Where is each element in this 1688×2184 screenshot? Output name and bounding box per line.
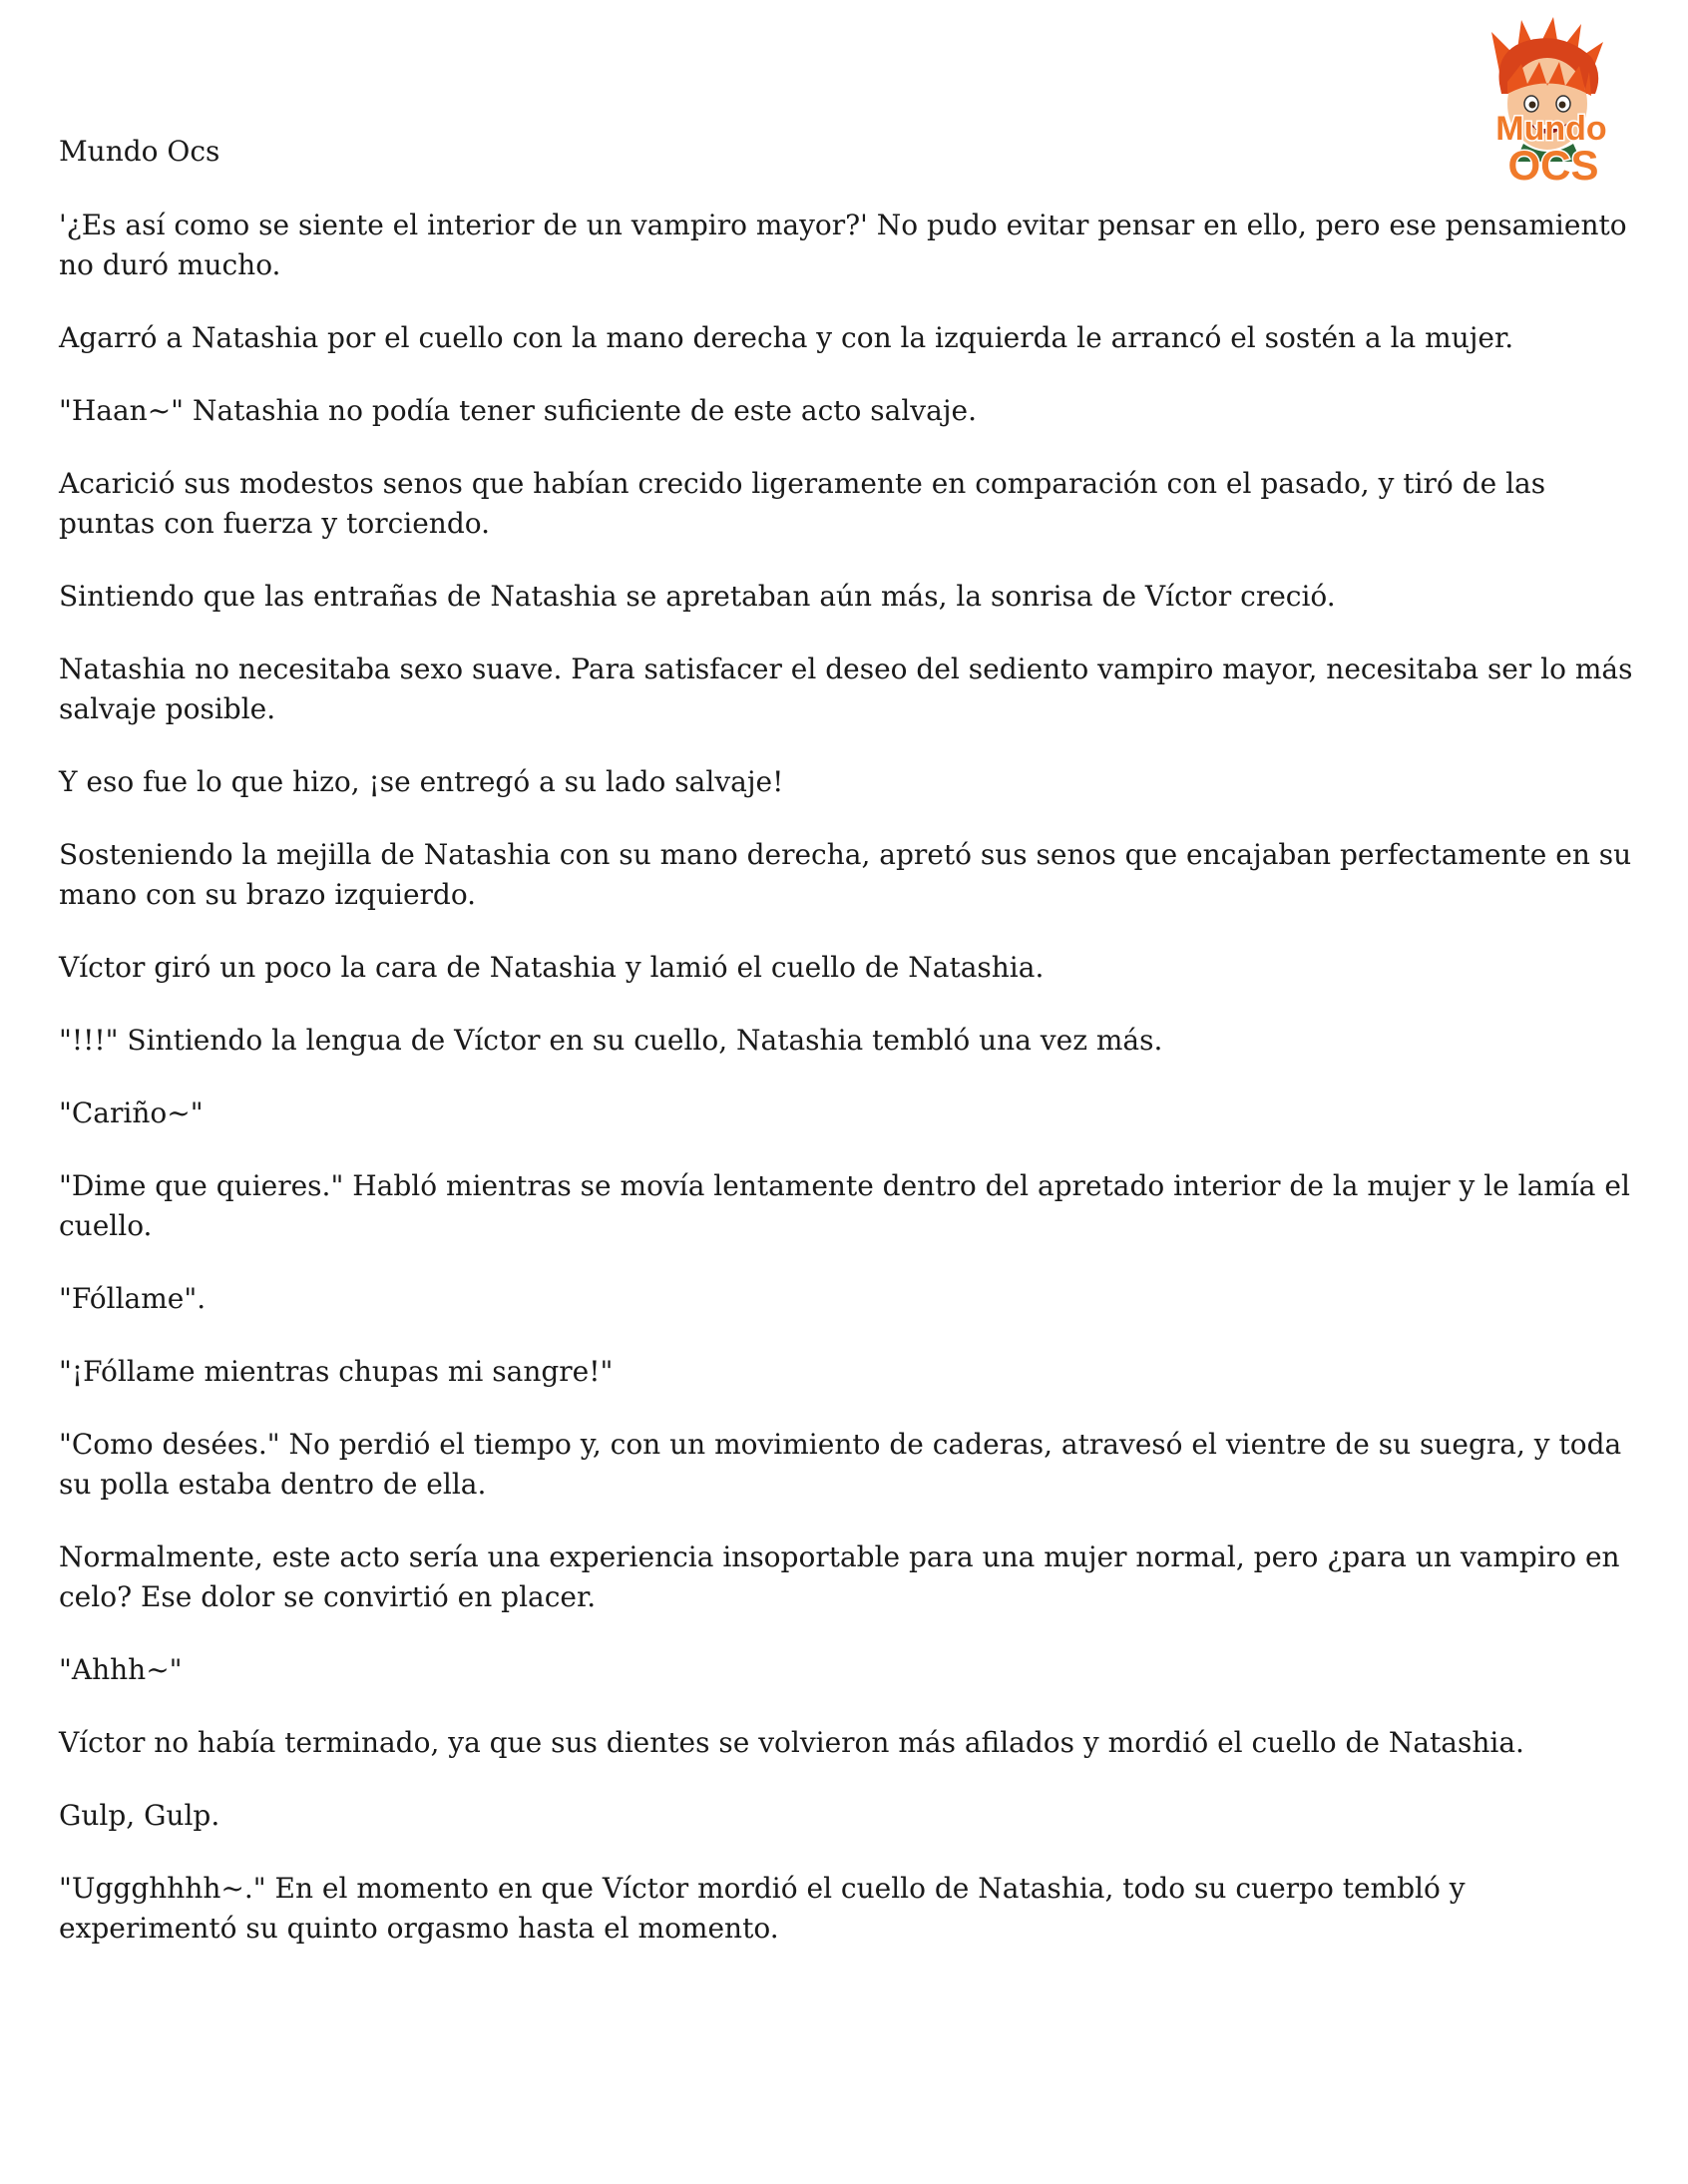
- paragraph: Víctor no había terminado, ya que sus dientes se volvieron más afilados y mordió el cuello de Natashia.: [59, 1726, 1524, 1759]
- paragraph: "Haan~" Natashia no podía tener suficiente de este acto salvaje.: [59, 394, 977, 427]
- logo-text-bottom: OCS: [1507, 142, 1599, 187]
- mundo-ocs-logo: [1462, 12, 1641, 187]
- paragraph: Gulp, Gulp.: [59, 1799, 220, 1832]
- document-header-title: Mundo Ocs: [59, 135, 220, 168]
- paragraph: Y eso fue lo que hizo, ¡se entregó a su lado salvaje!: [59, 765, 784, 798]
- paragraph: Víctor giró un poco la cara de Natashia y lamió el cuello de Natashia.: [59, 951, 1045, 984]
- paragraph: Normalmente, este acto sería una experiencia insoportable para una mujer normal, pero ¿para un vampiro en celo? Ese dolor se convirtió en placer.: [59, 1540, 1620, 1613]
- paragraph: "Cariño~": [59, 1096, 204, 1129]
- paragraph: "!!!" Sintiendo la lengua de Víctor en su cuello, Natashia tembló una vez más.: [59, 1024, 1163, 1057]
- paragraph: Natashia no necesitaba sexo suave. Para satisfacer el deseo del sediento vampiro mayor, necesitaba ser lo más salvaje posible.: [59, 653, 1633, 725]
- paragraph: Acarició sus modestos senos que habían crecido ligeramente en comparación con el pasado, y tiró de las puntas con fuerza y torciendo.: [59, 467, 1546, 540]
- paragraph: Sintiendo que las entrañas de Natashia se apretaban aún más, la sonrisa de Víctor creció.: [59, 580, 1336, 613]
- paragraph: "Uggghhhh~." En el momento en que Víctor mordió el cuello de Natashia, todo su cuerpo tembló y experimentó su quinto orgasmo hasta el momento.: [59, 1872, 1466, 1945]
- paragraph: '¿Es así como se siente el interior de un vampiro mayor?' No pudo evitar pensar en ello, pero ese pensamiento no duró mucho.: [59, 209, 1627, 281]
- document-body: [59, 206, 1645, 1981]
- paragraph: "Fóllame".: [59, 1282, 207, 1315]
- paragraph: Agarró a Natashia por el cuello con la mano derecha y con la izquierda le arrancó el sostén a la mujer.: [59, 321, 1514, 354]
- paragraph: Sosteniendo la mejilla de Natashia con su mano derecha, apretó sus senos que encajaban perfectamente en su mano con su brazo izquierdo.: [59, 838, 1632, 911]
- paragraph: "Dime que quieres." Habló mientras se movía lentamente dentro del apretado interior de la mujer y le lamía el cuello.: [59, 1169, 1630, 1242]
- paragraph: "Como desées." No perdió el tiempo y, con un movimiento de caderas, atravesó el vientre de su suegra, y toda su polla estaba dentro de ella.: [59, 1428, 1622, 1501]
- paragraph: "¡Fóllame mientras chupas mi sangre!": [59, 1355, 614, 1388]
- logo-text-top: Mundo: [1495, 110, 1607, 148]
- paragraph: "Ahhh~": [59, 1653, 183, 1686]
